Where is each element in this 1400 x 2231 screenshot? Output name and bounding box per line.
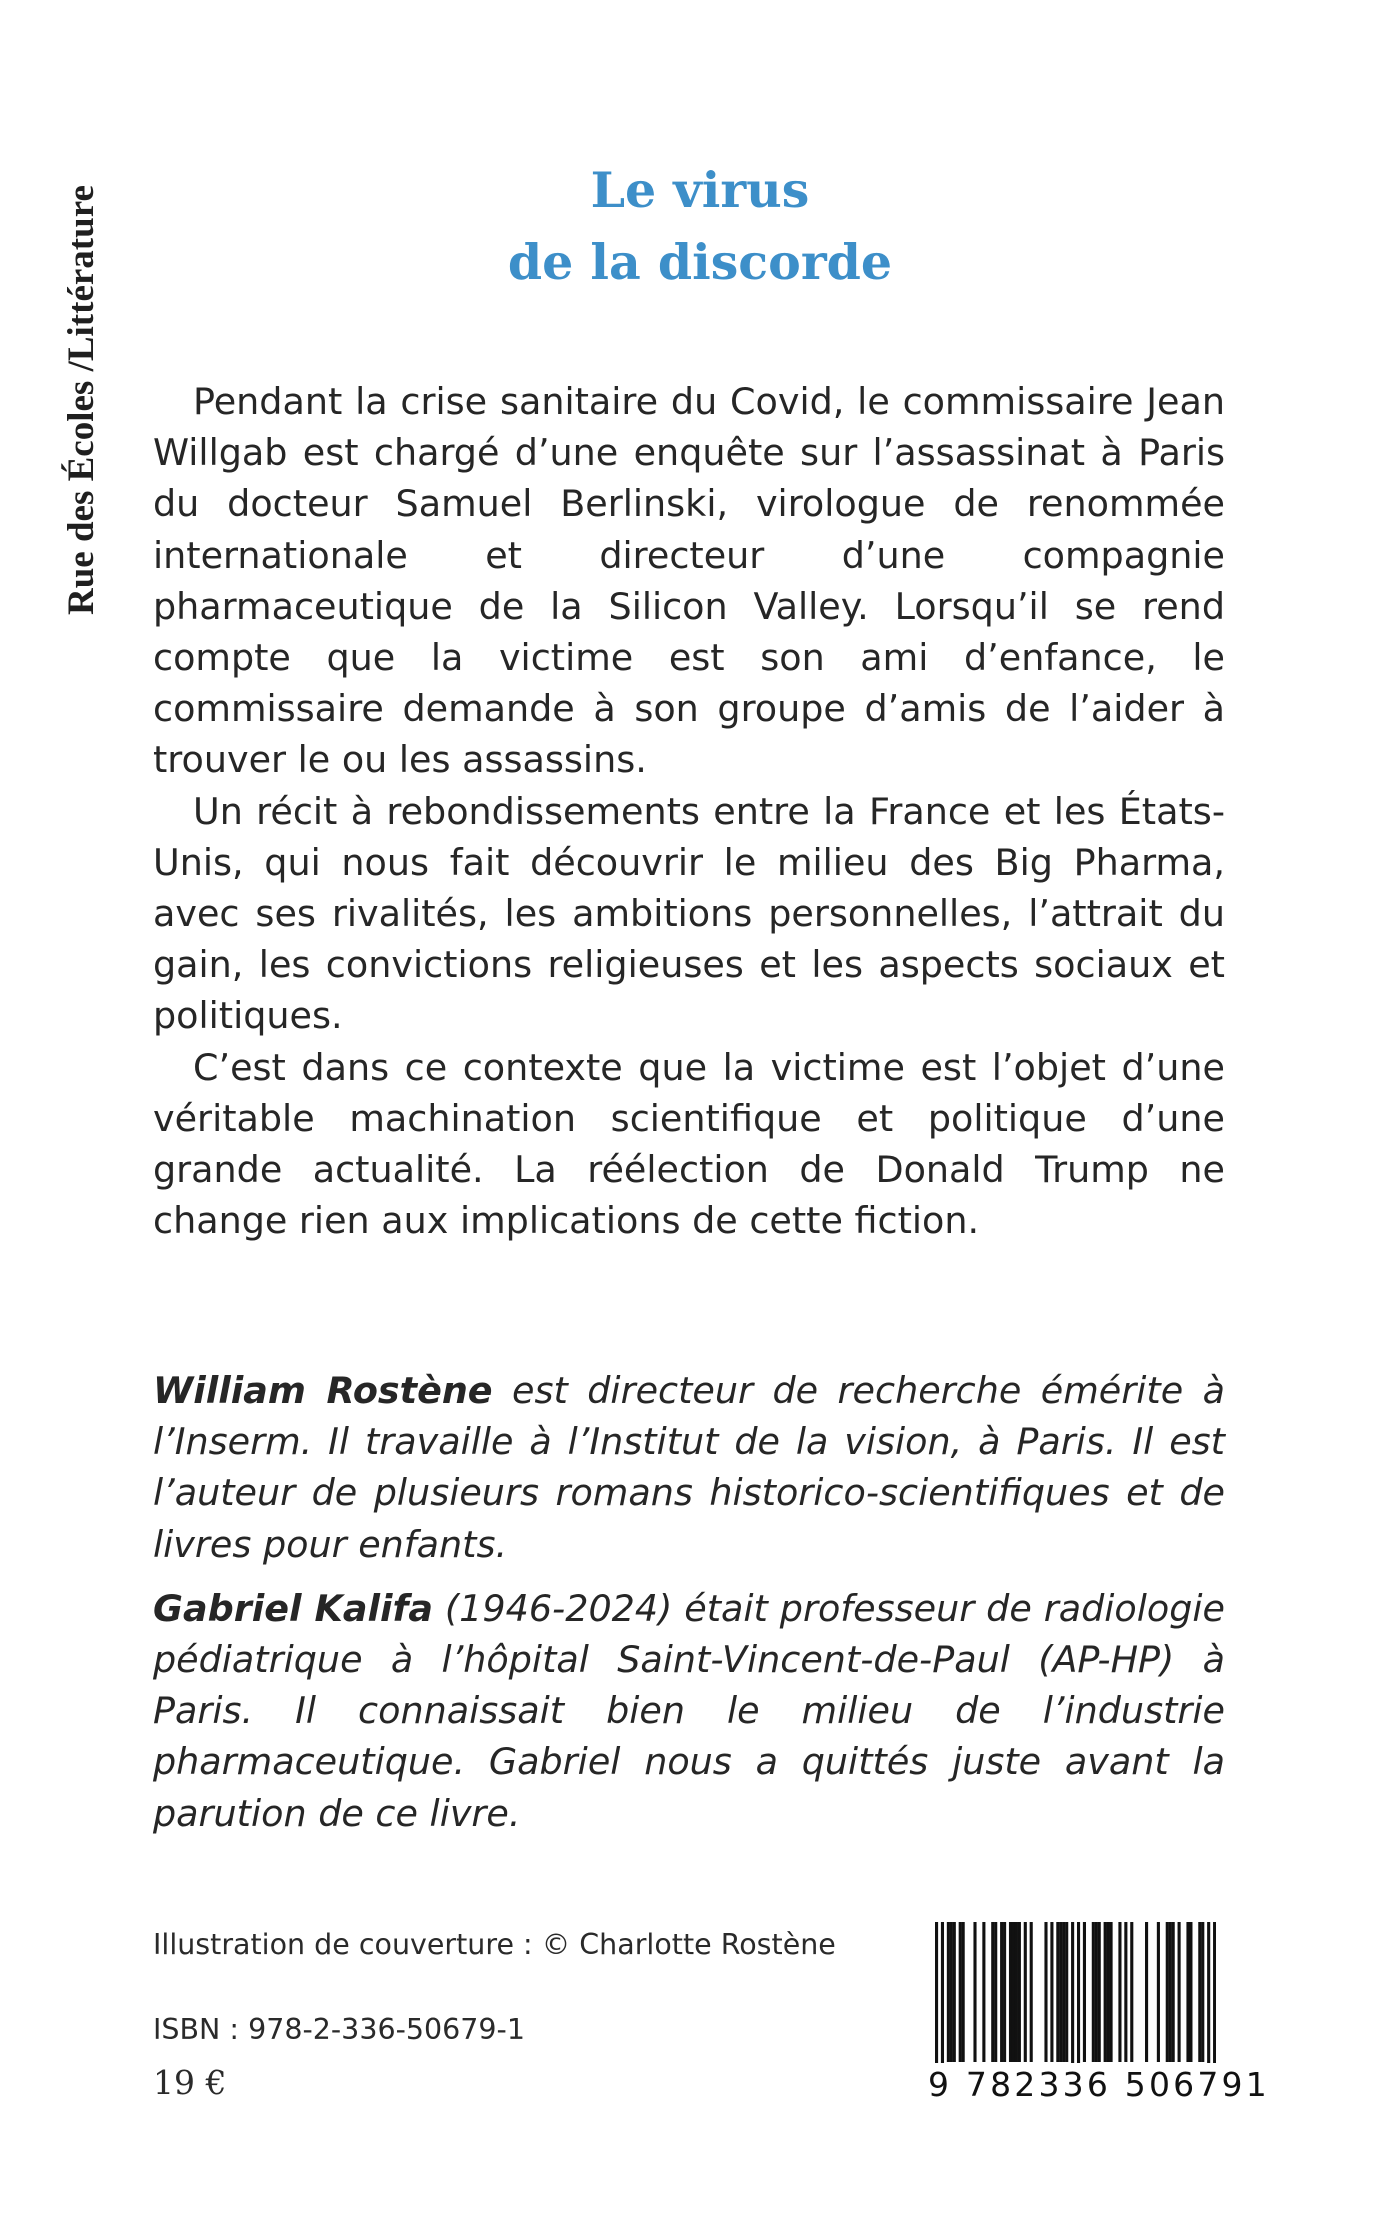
author-bio	[153, 1365, 1225, 1570]
barcode-bar	[1186, 1922, 1189, 2062]
barcode-bar	[1198, 1922, 1201, 2062]
isbn-number: ISBN : 978-2-336-50679-1	[153, 2013, 525, 2046]
barcode-bar	[950, 1922, 953, 2062]
barcode-bar	[973, 1922, 976, 2062]
price-label: 19 €	[153, 2063, 227, 2102]
author-bio-text: est directeur de recherche émérite à l’Inserm. Il travaille à l’Institut de la vision, à Paris. Il est l’auteur de plusieurs romans historico-scientifiques et de livres pour enfants.	[153, 1369, 1225, 1566]
summary-paragraph: Un récit à rebondissements entre la France et les États-Unis, qui nous fait découvrir le milieu des Big Pharma, avec ses rivalités, les ambitions personnelles, l’attrait du gain, les convictions religieuses et les aspects sociaux et politiques.	[153, 789, 1225, 1038]
barcode-bar	[953, 1922, 956, 2062]
barcode-bar	[1157, 1922, 1160, 2062]
barcode-bar	[1065, 1922, 1068, 2062]
illustration-credit: Illustration de couverture : © Charlotte Rostène	[153, 1928, 836, 1961]
author-bio-text: (1946-2024) était professeur de radiologie pédiatrique à l’hôpital Saint-Vincent-de-Paul (AP-HP) à Paris. Il connaissait bien le milieu de l’industrie pharmaceutique. Gabriel nous a quittés juste avant la parution de ce livre.	[153, 1586, 1225, 1835]
barcode-bar	[1130, 1922, 1133, 2062]
barcode-bar	[991, 1922, 994, 2062]
barcode-bar	[1009, 1922, 1012, 2062]
barcode-bar	[1062, 1922, 1065, 2062]
barcode-bar	[1095, 1922, 1098, 2062]
barcode-bar	[1118, 1922, 1121, 2062]
barcode-bar	[1012, 1922, 1015, 2062]
barcode-bar	[982, 1922, 985, 2062]
barcode-bar	[962, 1922, 965, 2062]
barcode-bar	[1201, 1922, 1204, 2062]
barcode-bar	[1098, 1922, 1101, 2062]
book-title-line-1: Le virus	[590, 161, 810, 219]
barcode-bar	[1110, 1922, 1113, 2062]
barcode-bar	[1024, 1922, 1027, 2062]
barcode-bar	[1169, 1922, 1172, 2062]
barcode-bar	[1104, 1922, 1107, 2062]
barcode-bar	[1172, 1922, 1175, 2062]
barcode-bar	[1124, 1922, 1127, 2062]
barcode-bar	[947, 1922, 950, 2062]
barcode-bar	[1044, 1922, 1047, 2062]
summary-paragraph: Pendant la crise sanitaire du Covid, le commissaire Jean Willgab est chargé d’une enquête sur l’assassinat à Paris du docteur Samuel Berlinski, virologue de renommée internationale et directeur d’une compagnie pharmaceutique de la Silicon Valley. Lorsqu’il se rend compte que la victime est son ami d’enfance, le commissaire demande à son groupe d’amis de l’aider à trouver le ou les assassins.	[153, 380, 1225, 782]
barcode-bar	[1107, 1922, 1110, 2062]
barcode-bar	[1178, 1922, 1181, 2062]
barcode-bar	[1056, 1922, 1059, 2062]
author-bios	[153, 1365, 1225, 1839]
barcode-bar	[959, 1922, 962, 2062]
barcode-bar	[1166, 1922, 1169, 2062]
barcode-bar	[1003, 1922, 1006, 2062]
book-title-line-2: de la discorde	[507, 233, 893, 291]
barcode-bar	[1145, 1922, 1148, 2062]
barcode-bar	[1059, 1922, 1062, 2062]
barcode-bar	[1030, 1922, 1033, 2062]
barcode-bar	[994, 1922, 997, 2062]
barcode-bar	[1018, 1922, 1021, 2062]
barcode-bar	[1015, 1922, 1018, 2062]
barcode-bar	[1083, 1922, 1086, 2062]
author-name: Gabriel Kalifa	[153, 1586, 433, 1630]
summary-text	[153, 376, 1225, 1246]
barcode-bar	[1092, 1922, 1095, 2062]
author-name: William Rostène	[153, 1369, 493, 1412]
summary-paragraph: C’est dans ce contexte que la victime est l’objet d’une véritable machination scientifique et politique d’une grande actualité. La réélection de Donald Trump ne change rien aux implications de cette fiction.	[153, 1045, 1225, 1243]
barcode-bar	[1189, 1922, 1192, 2062]
barcode-bar	[1050, 1922, 1053, 2062]
barcode-bar	[1000, 1922, 1003, 2062]
barcode-digits: 9 782336 506791	[928, 2063, 1220, 2107]
collection-label: Rue des Écoles /Littérature	[61, 185, 102, 615]
author-bio	[153, 1583, 1225, 1839]
book-title	[0, 154, 1400, 298]
